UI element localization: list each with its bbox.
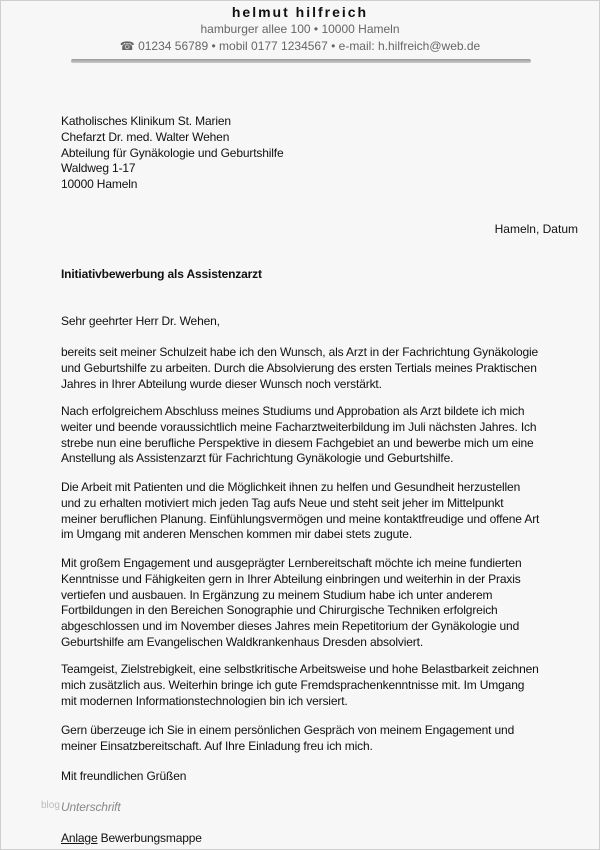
sender-contact — [1, 38, 599, 55]
signature: Unterschrift — [61, 800, 121, 814]
text-line: und Geburtshilfe zu arbeiten. Durch die Absolvierung des ersten Tertials meines Praktischen — [61, 360, 537, 375]
text-line: im Umgang mit anderen Menschen kommen mir dabei stets zugute. — [61, 527, 413, 542]
attachment-text: Bewerbungsmappe — [97, 831, 202, 845]
paragraph — [61, 556, 521, 651]
paragraph — [61, 662, 539, 709]
recipient-line: 10000 Hameln — [61, 177, 138, 192]
recipient-line: Katholisches Klinikum St. Marien — [61, 114, 231, 128]
text-line: und zu erhalten motiviert mich jeden Tag aufs Neue und steht seit jeher im Mittelpunkt — [61, 495, 504, 510]
text-line: Teamgeist, Zielstrebigkeit, eine selbstkritische Arbeitsweise und hohe Belastbarkeit zeichnen — [61, 662, 539, 676]
text-line: strebe nun eine berufliche Perspektive in diesem Fachgebiet an und bewerbe mich um eine — [61, 435, 534, 450]
recipient-line: Chefarzt Dr. med. Walter Wehen — [61, 129, 230, 144]
recipient-address — [61, 114, 284, 193]
text-line: Kenntnisse und Fähigkeiten gern in Ihrer Abteilung einbringen und weiterhin in der Praxis — [61, 571, 521, 586]
paragraph — [61, 404, 536, 467]
sender-name: helmut hilfreich — [231, 4, 369, 20]
text-line: meiner Einsatzbereitschaft. Auf Ihre Einladung freu ich mich. — [61, 738, 373, 753]
text-line: meiner beruflichen Planung. Einfühlungsvermögen und meine kontaktfreudige und offene Art — [61, 511, 540, 526]
phone-icon: ☎ — [119, 39, 135, 53]
text-line: mich zusätzlich aus. Weiterhin bringe ich gute Fremdsprachenkenntnisse mit. Im Umgang — [61, 677, 525, 692]
place-date: Hameln, Datum — [494, 222, 578, 236]
recipient-line: Waldweg 1-17 — [61, 161, 136, 176]
text-line: mit modernen Informationstechnologien bin ich versiert. — [61, 693, 348, 708]
text-line: Jahres in Ihrer Abteilung wurde dieser Wunsch noch verstärkt. — [61, 376, 382, 391]
text-line: Fortbildungen in den Bereichen Sonographie und Chirurgische Techniken erfolgreich — [61, 603, 498, 618]
salutation: Sehr geehrter Herr Dr. Wehen, — [61, 314, 220, 328]
paragraph — [61, 723, 514, 755]
text-line: Mit großem Engagement und ausgeprägter Lernbereitschaft möchte ich meine fundierten — [61, 556, 522, 570]
attachment — [61, 831, 202, 847]
text-line: Die Arbeit mit Patienten und die Möglichkeit ihnen zu helfen und Gesundheit herzustellen — [61, 480, 521, 494]
watermark: blog — [41, 800, 60, 811]
contact-text: 01234 56789 • mobil 0177 1234567 • e-mail: h.hilfreich@web.de — [138, 39, 481, 53]
recipient-line: Abteilung für Gynäkologie und Geburtshilfe — [61, 145, 284, 160]
paragraph — [61, 345, 538, 392]
text-line: Gern überzeuge ich Sie in einem persönlichen Gespräch von meinem Engagement und — [61, 723, 515, 737]
subject: Initiativbewerbung als Assistenzarzt — [61, 267, 262, 281]
letterhead — [1, 3, 599, 55]
text-line: abgeschlossen und im November dieses Jahres mein Repetitorium der Gynäkologie und — [61, 619, 520, 634]
text-line: bereits seit meiner Schulzeit habe ich den Wunsch, als Arzt in der Fachrichtung Gynäkologie — [61, 345, 539, 359]
sender-address: hamburger allee 100 • 10000 Hameln — [200, 22, 400, 36]
text-line: Anstellung als Assistenzarzt für Fachrichtung Gynäkologie und Geburtshilfe. — [61, 451, 454, 466]
header-divider — [71, 59, 531, 63]
text-line: weiter und beende voraussichtlich meine Facharztweiterbildung im Juli nächsten Jahres. Ich — [61, 419, 537, 434]
text-line: vertiefen und ausbauen. In Ergänzung zu meinem Studium habe ich unter anderem — [61, 587, 493, 602]
attachment-label: Anlage — [61, 831, 98, 845]
paragraph — [61, 480, 539, 543]
text-line: Geburtshilfe am Evangelischen Waldkrankenhaus Dresden absolviert. — [61, 634, 423, 649]
closing: Mit freundlichen Grüßen — [61, 769, 187, 783]
text-line: Nach erfolgreichem Abschluss meines Studiums und Approbation als Arzt bildete ich mich — [61, 404, 525, 418]
